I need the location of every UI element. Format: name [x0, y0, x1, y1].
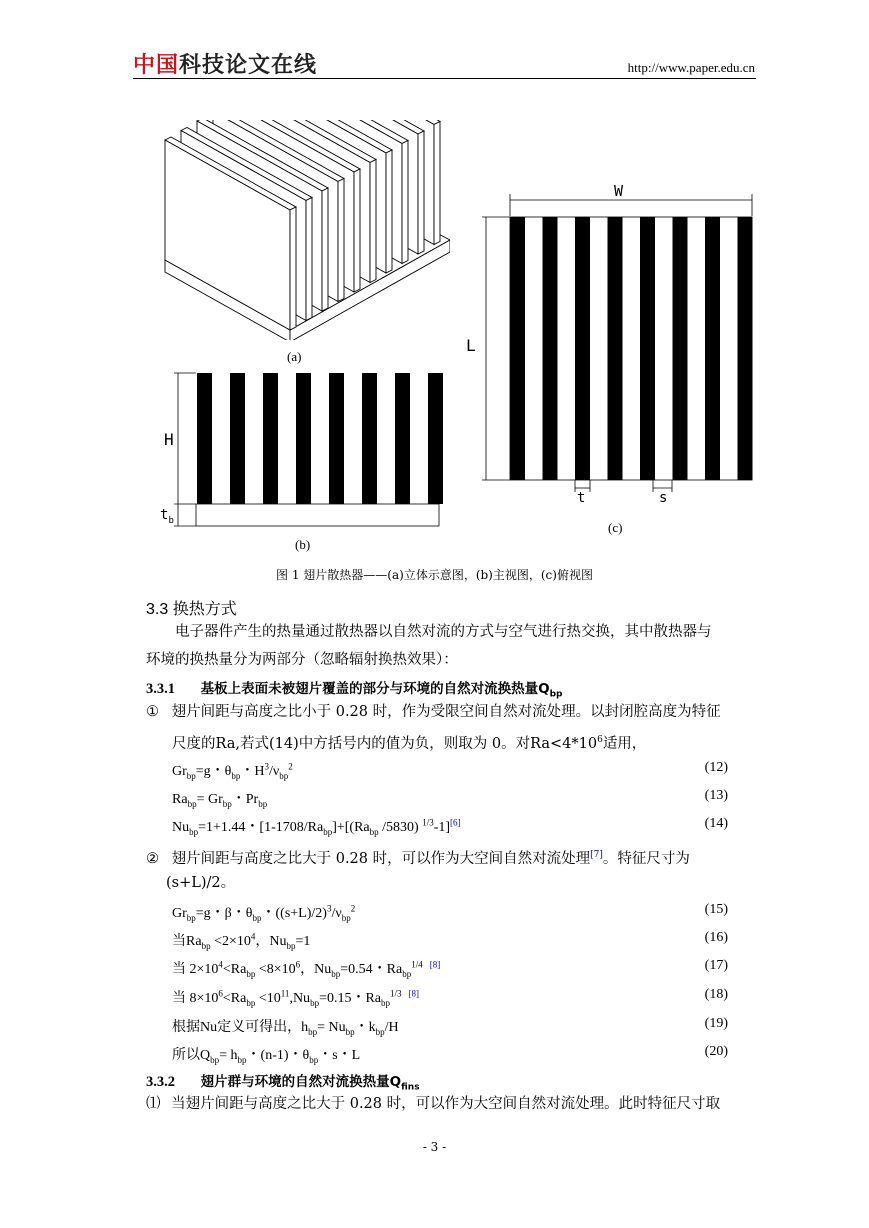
intro-line-1: 电子器件产生的热量通过散热器以自然对流的方式与空气进行热交换，其中散热器与	[175, 624, 712, 640]
fin-front-1	[197, 373, 212, 504]
header-url[interactable]: http://www.paper.edu.cn	[627, 60, 755, 75]
logo-dark-text: 科技论文在线	[179, 53, 318, 78]
fin-3d-front-9	[418, 131, 424, 254]
equation-12-number: (12)	[704, 760, 728, 775]
item-2-marker: ②	[146, 850, 159, 867]
fin-3d-front-8	[402, 141, 408, 264]
intro-line-2: 环境的换热量分为两部分（忽略辐射换热效果）：	[146, 652, 458, 668]
subsection-title: 翅片群与环境的自然对流换热量$Q_{fins}$	[200, 1074, 420, 1093]
fin-front-6	[362, 373, 377, 504]
fin-top-5	[640, 217, 655, 480]
equation-12: $Gr_{bp}=g$・$\theta_{bp}$・$H^3/\nu_{bp}^2$	[172, 761, 293, 781]
fin-top-7	[705, 217, 720, 480]
subsection-number: 3.3.2	[146, 1074, 175, 1090]
equation-19: 根据Nu定义可得出，$h_{bp}= Nu_{bp}$・$k_{bp}/H$	[172, 1020, 399, 1037]
subsection-number: 3.3.1	[146, 681, 175, 697]
item-2-line-1: ② 翅片间距与高度之比大于 0.28 时，可以作为大空间自然对流处理[7]。特征尺寸为	[146, 850, 690, 867]
equation-16-number: (16)	[704, 930, 728, 945]
fin-top-4	[608, 217, 623, 480]
fin-3d-front-10	[434, 122, 440, 245]
equation-14: $Nu_{bp}=1+1.44$・$[1-1708/Ra_{bp}]+[(Ra_{bp}$ /5830) $^{1/3}$-1][6]	[172, 817, 461, 837]
item-2-line-2: (s+L)/2。	[166, 875, 236, 891]
fin-3d-front-3	[322, 188, 328, 311]
dim-L-label: L	[466, 336, 476, 355]
figure-b-front-view	[160, 366, 450, 531]
journal-logo	[133, 48, 317, 79]
dim-W-label: W	[614, 182, 624, 200]
dim-H-label: H	[164, 430, 174, 449]
fin-3d-front-1	[290, 207, 296, 330]
fin-top-8	[738, 217, 753, 480]
figure-a-heatsink-3d	[160, 120, 450, 340]
logo-red-text: 中国	[133, 53, 180, 78]
item-1-line-1: ① 翅片间距与高度之比小于 0.28 时，作为受限空间自然对流处理。以封闭腔高度为特征	[146, 704, 721, 720]
figure-c-top-view	[480, 180, 770, 510]
fin-3d-front-7	[386, 150, 392, 273]
equation-18: 当 $8\times 10^6<Ra_{bp} <10^{11},Nu_{bp}=0.15$・$Ra_{bp}^{1/3}$ [8]	[172, 988, 420, 1008]
subsection-3-3-1	[146, 677, 563, 700]
dim-t-label: t	[577, 490, 586, 506]
dim-s-label: s	[659, 490, 668, 506]
fin-front-5	[329, 373, 344, 504]
equation-15-number: (15)	[704, 902, 728, 917]
equation-15: $Gr_{bp}=g$・β・$\theta_{bp}$・$((s+L)/2)^3/\nu_{bp}^2$	[172, 903, 356, 923]
equation-17: 当 $2\times 10^4<Ra_{bp} <8\times 10^6$，$Nu_{bp}=0.54$・$Ra_{bp}^{1/4}$ [8]	[172, 959, 441, 979]
equation-13-number: (13)	[704, 788, 728, 803]
fin-front-4	[296, 373, 311, 504]
item-3-line-1: ⑴ 当翅片间距与高度之比大于 0.28 时，可以作为大空间自然对流处理。此时特征尺寸取	[146, 1096, 721, 1112]
fin-top-1	[510, 217, 525, 480]
fin-front-3	[263, 373, 278, 504]
subsection-title: 基板上表面未被翅片覆盖的部分与环境的自然对流换热量$Q_{bp}$	[200, 681, 563, 700]
dim-tb-label: $t_b$	[160, 507, 174, 526]
fin-top-2	[543, 217, 558, 480]
page-number: - 3 -	[422, 1140, 447, 1154]
item-1-marker: ①	[146, 704, 159, 720]
figure-b-label: (b)	[295, 537, 311, 552]
subsection-3-3-2	[146, 1070, 420, 1093]
equation-14-number: (14)	[704, 816, 728, 831]
figure-caption: 图 1 翅片散热器——(a)立体示意图，(b)主视图，(c)俯视图	[276, 568, 593, 582]
fin-front-7	[395, 373, 410, 504]
fin-3d-front-5	[354, 169, 360, 292]
figure-a-label: (a)	[287, 349, 302, 364]
equation-16: 当$Ra_{bp} <2\times 10^4$，$Nu_{bp}=1$	[172, 931, 311, 951]
citation-7[interactable]: [7]	[590, 850, 603, 860]
fin-front-8	[428, 373, 443, 504]
equation-17-number: (17)	[704, 958, 728, 973]
fin-3d-front-2	[306, 198, 312, 321]
fin-top-3	[575, 217, 590, 480]
section-heading: 3.3 换热方式	[146, 601, 237, 618]
fin-3d-front-4	[338, 179, 344, 302]
equation-18-number: (18)	[704, 987, 728, 1002]
equation-19-number: (19)	[704, 1016, 728, 1031]
item-3-marker: ⑴	[146, 1096, 161, 1112]
equation-20-number: (20)	[704, 1044, 728, 1059]
fin-3d-front-6	[370, 160, 376, 283]
item-1-line-2: 尺度的Ra,若式(14)中方括号内的值为负，则取为 0。对$Ra<4*10^6$适用，	[172, 735, 647, 752]
fin-top-6	[673, 217, 688, 480]
fin-front-2	[230, 373, 245, 504]
equation-13: $Ra_{bp}= Gr_{bp}$・$Pr_{bp}$	[172, 792, 268, 809]
equation-20: 所以$Q_{bp}= h_{bp}$・(n-1)・$\theta_{bp}$・s・L	[172, 1048, 361, 1065]
figure-c-label: (c)	[608, 520, 623, 535]
header-rule	[133, 78, 756, 79]
